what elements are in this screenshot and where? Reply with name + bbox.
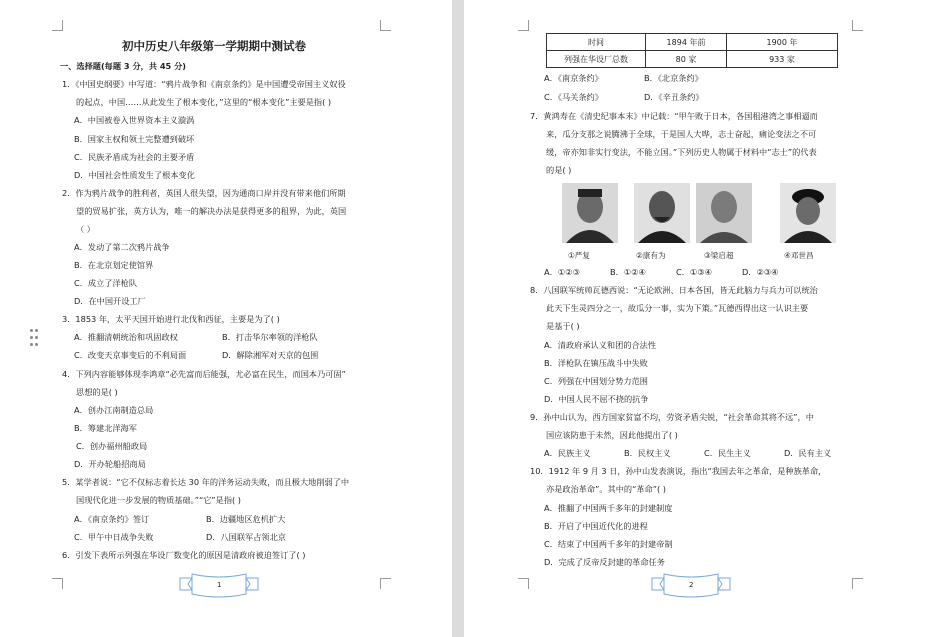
option: D．八国联军占领北京 bbox=[206, 532, 286, 542]
question-7-line2: 来，瓜分支那之说腾沸于全球，于是国人大哗，志士奋起，痛论变法之不可 bbox=[546, 129, 817, 139]
crop-mark bbox=[52, 578, 63, 589]
crop-mark bbox=[380, 578, 391, 589]
portrait-yan-fu bbox=[562, 183, 618, 243]
page-number: 1 bbox=[217, 581, 222, 589]
option: C．成立了洋枪队 bbox=[74, 278, 138, 288]
question-3: 3．1853 年，太平天国开始进行北伐和西征，主要是为了( ) bbox=[62, 314, 280, 324]
portrait-kang-youwei bbox=[634, 183, 690, 243]
question-4: 4．下列内容能够体现李鸿章“必先富而后能强，尤必富在民生，而国本乃可固” bbox=[62, 369, 346, 379]
question-1-line2: 的起点，中国……从此发生了根本变化，”这里的“根本变化”主要是指( ) bbox=[76, 97, 332, 107]
crop-mark bbox=[518, 578, 529, 589]
question-8-line2: 此天下生灵四分之一，故瓜分一事，实为下策。”瓦德西得出这一认识主要 bbox=[546, 303, 809, 313]
option: B．边疆地区危机扩大 bbox=[206, 514, 286, 524]
option: C．甲午中日战争失败 bbox=[74, 532, 154, 542]
portrait-liang-qichao bbox=[696, 183, 752, 243]
drag-handle-icon[interactable] bbox=[30, 329, 40, 347]
crop-mark bbox=[52, 20, 63, 31]
option: D．中国社会性质发生了根本变化 bbox=[74, 170, 195, 180]
portrait-deng-shichang bbox=[780, 183, 836, 243]
option: D．完成了反帝反封建的革命任务 bbox=[544, 557, 665, 567]
option: D．《辛丑条约》 bbox=[644, 92, 704, 102]
option: D．开办轮船招商局 bbox=[74, 459, 146, 469]
option: C．创办福州船政局 bbox=[76, 441, 148, 451]
portrait-caption: ①严复 bbox=[568, 251, 590, 260]
option: B．筹建北洋海军 bbox=[74, 423, 137, 433]
question-2-line3: （ ） bbox=[76, 224, 95, 234]
crop-mark bbox=[518, 20, 529, 31]
question-4-line2: 思想的是( ) bbox=[76, 387, 118, 397]
table-header: 1900 年 bbox=[727, 34, 838, 51]
option: C．列强在中国划分势力范围 bbox=[544, 376, 648, 386]
crop-mark bbox=[380, 20, 391, 31]
option: C．民生主义 bbox=[704, 448, 751, 458]
option: D．中国人民不屈不挠的抗争 bbox=[544, 394, 649, 404]
option: C．改变天京事变后的不利局面 bbox=[74, 350, 187, 360]
option: D．在中国开设工厂 bbox=[74, 296, 146, 306]
option: A．创办江南制造总局 bbox=[74, 405, 154, 415]
option: A．《南京条约》签订 bbox=[74, 514, 150, 524]
option: A．中国被卷入世界资本主义漩涡 bbox=[74, 115, 195, 125]
option: C．民族矛盾成为社会的主要矛盾 bbox=[74, 152, 195, 162]
page-number: 2 bbox=[689, 581, 694, 589]
question-5: 5．某学者说：“它不仅标志着长达 30 年的洋务运动失败，而且极大地削弱了中 bbox=[62, 477, 350, 487]
option: B．开启了中国近代化的进程 bbox=[544, 521, 648, 531]
option: B．打击华尔率领的洋枪队 bbox=[222, 332, 318, 342]
option: A．《南京条约》 bbox=[544, 73, 603, 83]
question-7-line4: 的是( ) bbox=[546, 165, 572, 175]
question-10: 10．1912 年 9 月 3 日，孙中山发表演说，指出“我国去年之革命，是种族革命， bbox=[530, 466, 827, 476]
page-1 bbox=[0, 0, 452, 637]
option: C．①③④ bbox=[676, 267, 712, 277]
question-6: 6．引发下表所示列强在华设厂数变化的原因是清政府被迫签订了( ) bbox=[62, 550, 306, 560]
option: B．洋枪队在镇压战斗中失败 bbox=[544, 358, 648, 368]
page-title: 初中历史八年级第一学期期中测试卷 bbox=[122, 39, 306, 53]
option: B．在北京划定使馆界 bbox=[74, 260, 154, 270]
question-8: 8．八国联军统帅瓦德西说：“无论欧洲、日本各国，皆无此脑力与兵力可以统治 bbox=[530, 285, 818, 295]
table-cell: 933 家 bbox=[727, 51, 838, 68]
table-cell: 列强在华设厂总数 bbox=[547, 51, 646, 68]
table-header: 时间 bbox=[547, 34, 646, 51]
option: D．解除湘军对天京的包围 bbox=[222, 350, 319, 360]
question-10-line2: 亦是政治革命”。其中的“革命”( ) bbox=[546, 484, 666, 494]
option: A．①②③ bbox=[544, 267, 580, 277]
section-heading: 一、选择题(每题 3 分，共 45 分) bbox=[60, 61, 187, 71]
crop-mark bbox=[852, 20, 863, 31]
table-cell: 80 家 bbox=[646, 51, 727, 68]
option: A．民族主义 bbox=[544, 448, 591, 458]
portrait-caption: ④邓世昌 bbox=[784, 251, 814, 260]
crop-mark bbox=[852, 578, 863, 589]
question-7-line3: 缓，帝亦知非实行变法，不能立国。”下列历史人物属于材料中“志士”的代表 bbox=[546, 147, 817, 157]
option: B．《北京条约》 bbox=[644, 73, 703, 83]
option: C．《马关条约》 bbox=[544, 92, 603, 102]
factory-table bbox=[546, 33, 838, 68]
option: B．①②④ bbox=[610, 267, 646, 277]
question-5-line2: 国现代化进一步发展的物质基础。”“它”是指( ) bbox=[76, 495, 241, 505]
question-9-line2: 国应该防患于未然，因此他提出了( ) bbox=[546, 430, 678, 440]
portrait-caption: ②康有为 bbox=[636, 251, 666, 260]
option: A．推翻了中国两千多年的封建制度 bbox=[544, 503, 673, 513]
question-8-line3: 是基于( ) bbox=[546, 321, 580, 331]
option: B．国家主权和领土完整遭到破坏 bbox=[74, 134, 195, 144]
table-header: 1894 年前 bbox=[646, 34, 727, 51]
page-2 bbox=[464, 0, 940, 637]
question-1: 1．《中国史纲要》中写道：“鸦片战争和《南京条约》是中国遭受帝国主义奴役 bbox=[62, 79, 346, 89]
option: C．结束了中国两千多年的封建帝制 bbox=[544, 539, 673, 549]
option: A．推翻清朝统治和巩固政权 bbox=[74, 332, 178, 342]
portrait-caption: ③梁启超 bbox=[704, 251, 734, 260]
option: A．发动了第二次鸦片战争 bbox=[74, 242, 170, 252]
option: D．民有主义 bbox=[784, 448, 832, 458]
question-9: 9．孙中山认为，西方国家贫富不均，劳资矛盾尖锐，“社会革命其将不远”，中 bbox=[530, 412, 814, 422]
question-7: 7．黄鸿寿在《清史纪事本末》中记载：“甲午败于日本，各国租港湾之事相逼而 bbox=[530, 111, 818, 121]
question-2-line2: 望的贸易扩张，英方认为，唯一的解决办法是获得更多的租界，为此，英国 bbox=[76, 206, 347, 216]
question-2: 2．作为鸦片战争的胜利者，英国人很失望，因为通商口岸并没有带来他们所期 bbox=[62, 188, 346, 198]
option: B．民权主义 bbox=[624, 448, 671, 458]
option: D．②③④ bbox=[742, 267, 779, 277]
option: A．清政府承认义和团的合法性 bbox=[544, 340, 657, 350]
